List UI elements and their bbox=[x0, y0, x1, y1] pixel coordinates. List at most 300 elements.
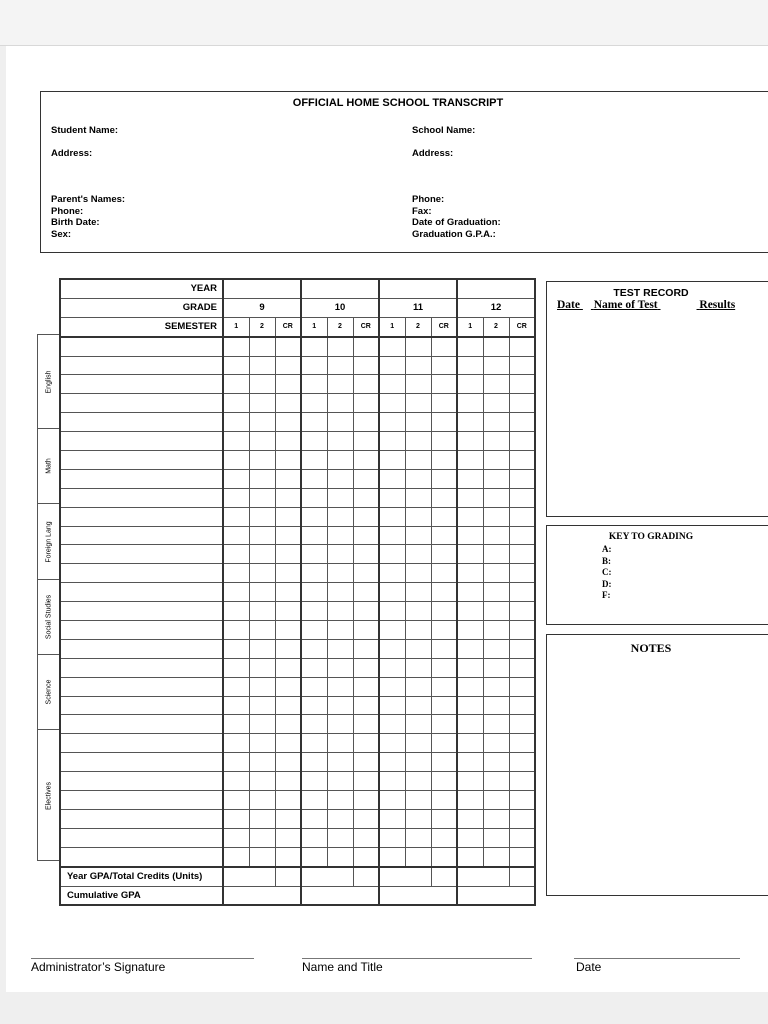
grade-cell[interactable] bbox=[509, 847, 535, 866]
grade-cell[interactable] bbox=[379, 488, 405, 507]
grade-cell[interactable] bbox=[431, 847, 457, 866]
grade-cell[interactable] bbox=[431, 696, 457, 715]
grade-cell[interactable] bbox=[379, 564, 405, 583]
grade-cell[interactable] bbox=[379, 791, 405, 810]
grade-cell[interactable] bbox=[223, 432, 249, 451]
grade-cell[interactable] bbox=[223, 564, 249, 583]
grade-cell[interactable] bbox=[275, 507, 301, 526]
grade-cell[interactable] bbox=[301, 734, 327, 753]
grade-cell[interactable] bbox=[509, 621, 535, 640]
grade-cell[interactable] bbox=[249, 828, 275, 847]
grade-cell[interactable] bbox=[353, 677, 379, 696]
grade-cell[interactable] bbox=[379, 809, 405, 828]
grade-cell[interactable] bbox=[301, 772, 327, 791]
grade-cell[interactable] bbox=[509, 696, 535, 715]
grade-cell[interactable] bbox=[457, 715, 483, 734]
grade-cell[interactable] bbox=[223, 488, 249, 507]
year-gpa-cell[interactable] bbox=[457, 867, 509, 886]
grade-cell[interactable] bbox=[353, 526, 379, 545]
course-name-cell[interactable] bbox=[60, 413, 223, 432]
grade-cell[interactable] bbox=[275, 469, 301, 488]
course-name-cell[interactable] bbox=[60, 828, 223, 847]
grade-cell[interactable] bbox=[223, 375, 249, 394]
grade-cell[interactable] bbox=[249, 526, 275, 545]
course-name-cell[interactable] bbox=[60, 791, 223, 810]
grade-cell[interactable] bbox=[509, 413, 535, 432]
course-name-cell[interactable] bbox=[60, 507, 223, 526]
grade-cell[interactable] bbox=[457, 828, 483, 847]
grade-cell[interactable] bbox=[483, 507, 509, 526]
grade-cell[interactable] bbox=[301, 413, 327, 432]
grade-cell[interactable] bbox=[275, 715, 301, 734]
grade-cell[interactable] bbox=[431, 715, 457, 734]
grade-cell[interactable] bbox=[249, 356, 275, 375]
grade-cell[interactable] bbox=[457, 772, 483, 791]
grade-cell[interactable] bbox=[379, 375, 405, 394]
grade-cell[interactable] bbox=[457, 469, 483, 488]
grade-cell[interactable] bbox=[379, 677, 405, 696]
grade-cell[interactable] bbox=[431, 602, 457, 621]
grade-cell[interactable] bbox=[405, 734, 431, 753]
course-name-cell[interactable] bbox=[60, 583, 223, 602]
grade-cell[interactable] bbox=[301, 658, 327, 677]
grade-cell[interactable] bbox=[223, 451, 249, 470]
grade-cell[interactable] bbox=[223, 696, 249, 715]
grade-cell[interactable] bbox=[301, 507, 327, 526]
grade-cell[interactable] bbox=[509, 394, 535, 413]
grade-cell[interactable] bbox=[249, 337, 275, 356]
grade-cell[interactable] bbox=[275, 564, 301, 583]
grade-cell[interactable] bbox=[379, 602, 405, 621]
grade-cell[interactable] bbox=[275, 488, 301, 507]
grade-cell[interactable] bbox=[327, 507, 353, 526]
grade-cell[interactable] bbox=[405, 507, 431, 526]
grade-cell[interactable] bbox=[301, 432, 327, 451]
grade-cell[interactable] bbox=[249, 772, 275, 791]
grade-cell[interactable] bbox=[431, 639, 457, 658]
grade-cell[interactable] bbox=[275, 753, 301, 772]
grade-cell[interactable] bbox=[379, 356, 405, 375]
grade-cell[interactable] bbox=[249, 507, 275, 526]
course-name-cell[interactable] bbox=[60, 545, 223, 564]
grade-cell[interactable] bbox=[353, 583, 379, 602]
grade-cell[interactable] bbox=[249, 432, 275, 451]
grade-cell[interactable] bbox=[405, 413, 431, 432]
grade-cell[interactable] bbox=[327, 375, 353, 394]
grade-cell[interactable] bbox=[223, 469, 249, 488]
grade-cell[interactable] bbox=[249, 413, 275, 432]
grade-cell[interactable] bbox=[509, 809, 535, 828]
grade-cell[interactable] bbox=[353, 451, 379, 470]
grade-cell[interactable] bbox=[509, 583, 535, 602]
grade-cell[interactable] bbox=[509, 469, 535, 488]
grade-cell[interactable] bbox=[483, 337, 509, 356]
grade-cell[interactable] bbox=[353, 772, 379, 791]
grade-cell[interactable] bbox=[457, 658, 483, 677]
grade-cell[interactable] bbox=[223, 658, 249, 677]
grade-cell[interactable] bbox=[327, 413, 353, 432]
grade-cell[interactable] bbox=[223, 545, 249, 564]
grade-cell[interactable] bbox=[379, 734, 405, 753]
grade-cell[interactable] bbox=[249, 639, 275, 658]
grade-cell[interactable] bbox=[379, 715, 405, 734]
grade-cell[interactable] bbox=[431, 658, 457, 677]
grade-cell[interactable] bbox=[509, 715, 535, 734]
grade-cell[interactable] bbox=[275, 791, 301, 810]
grade-cell[interactable] bbox=[249, 564, 275, 583]
grade-cell[interactable] bbox=[301, 545, 327, 564]
grade-cell[interactable] bbox=[301, 337, 327, 356]
grade-cell[interactable] bbox=[275, 451, 301, 470]
grade-cell[interactable] bbox=[483, 734, 509, 753]
grade-cell[interactable] bbox=[405, 451, 431, 470]
grade-cell[interactable] bbox=[405, 526, 431, 545]
grade-cell[interactable] bbox=[457, 337, 483, 356]
course-name-cell[interactable] bbox=[60, 488, 223, 507]
grade-cell[interactable] bbox=[353, 469, 379, 488]
grade-cell[interactable] bbox=[249, 753, 275, 772]
grade-cell[interactable] bbox=[301, 526, 327, 545]
grade-cell[interactable] bbox=[223, 583, 249, 602]
grade-cell[interactable] bbox=[275, 828, 301, 847]
grade-cell[interactable] bbox=[431, 545, 457, 564]
grade-cell[interactable] bbox=[223, 734, 249, 753]
grade-cell[interactable] bbox=[509, 677, 535, 696]
grade-cell[interactable] bbox=[249, 375, 275, 394]
grade-cell[interactable] bbox=[223, 847, 249, 866]
grade-cell[interactable] bbox=[275, 432, 301, 451]
grade-cell[interactable] bbox=[223, 413, 249, 432]
grade-cell[interactable] bbox=[275, 394, 301, 413]
grade-cell[interactable] bbox=[353, 413, 379, 432]
grade-cell[interactable] bbox=[457, 583, 483, 602]
grade-cell[interactable] bbox=[327, 847, 353, 866]
grade-cell[interactable] bbox=[249, 394, 275, 413]
cumulative-gpa-cell[interactable] bbox=[301, 886, 379, 905]
grade-cell[interactable] bbox=[431, 526, 457, 545]
grade-cell[interactable] bbox=[483, 526, 509, 545]
grade-cell[interactable] bbox=[431, 791, 457, 810]
course-name-cell[interactable] bbox=[60, 658, 223, 677]
grade-cell[interactable] bbox=[249, 734, 275, 753]
grade-cell[interactable] bbox=[301, 469, 327, 488]
grade-cell[interactable] bbox=[431, 507, 457, 526]
grade-cell[interactable] bbox=[405, 677, 431, 696]
grade-cell[interactable] bbox=[223, 828, 249, 847]
grade-cell[interactable] bbox=[431, 828, 457, 847]
grade-cell[interactable] bbox=[431, 677, 457, 696]
grade-cell[interactable] bbox=[405, 488, 431, 507]
grade-cell[interactable] bbox=[379, 828, 405, 847]
grade-cell[interactable] bbox=[379, 432, 405, 451]
grade-cell[interactable] bbox=[353, 337, 379, 356]
grade-cell[interactable] bbox=[275, 375, 301, 394]
grade-cell[interactable] bbox=[379, 621, 405, 640]
grade-cell[interactable] bbox=[405, 847, 431, 866]
grade-cell[interactable] bbox=[457, 451, 483, 470]
grade-cell[interactable] bbox=[379, 583, 405, 602]
grade-cell[interactable] bbox=[223, 526, 249, 545]
course-name-cell[interactable] bbox=[60, 847, 223, 866]
grade-cell[interactable] bbox=[405, 772, 431, 791]
grade-cell[interactable] bbox=[509, 337, 535, 356]
grade-cell[interactable] bbox=[327, 621, 353, 640]
grade-cell[interactable] bbox=[275, 696, 301, 715]
course-name-cell[interactable] bbox=[60, 715, 223, 734]
grade-cell[interactable] bbox=[509, 753, 535, 772]
grade-cell[interactable] bbox=[431, 564, 457, 583]
grade-cell[interactable] bbox=[405, 337, 431, 356]
grade-cell[interactable] bbox=[483, 621, 509, 640]
grade-cell[interactable] bbox=[405, 809, 431, 828]
grade-cell[interactable] bbox=[223, 394, 249, 413]
grade-cell[interactable] bbox=[431, 772, 457, 791]
grade-cell[interactable] bbox=[483, 413, 509, 432]
grade-cell[interactable] bbox=[301, 828, 327, 847]
grade-cell[interactable] bbox=[431, 375, 457, 394]
grade-cell[interactable] bbox=[223, 602, 249, 621]
course-name-cell[interactable] bbox=[60, 337, 223, 356]
grade-cell[interactable] bbox=[327, 432, 353, 451]
grade-cell[interactable] bbox=[431, 488, 457, 507]
cumulative-gpa-cell[interactable] bbox=[223, 886, 301, 905]
grade-cell[interactable] bbox=[301, 753, 327, 772]
year-gpa-cell[interactable] bbox=[301, 867, 353, 886]
grade-cell[interactable] bbox=[509, 828, 535, 847]
grade-cell[interactable] bbox=[509, 375, 535, 394]
grade-cell[interactable] bbox=[301, 602, 327, 621]
grade-cell[interactable] bbox=[483, 356, 509, 375]
grade-cell[interactable] bbox=[249, 677, 275, 696]
grade-cell[interactable] bbox=[327, 677, 353, 696]
grade-cell[interactable] bbox=[327, 564, 353, 583]
grade-cell[interactable] bbox=[509, 432, 535, 451]
grade-cell[interactable] bbox=[327, 602, 353, 621]
grade-cell[interactable] bbox=[457, 507, 483, 526]
grade-cell[interactable] bbox=[249, 715, 275, 734]
grade-cell[interactable] bbox=[301, 809, 327, 828]
grade-cell[interactable] bbox=[509, 639, 535, 658]
grade-cell[interactable] bbox=[483, 451, 509, 470]
grade-cell[interactable] bbox=[353, 639, 379, 658]
grade-cell[interactable] bbox=[483, 639, 509, 658]
grade-cell[interactable] bbox=[327, 753, 353, 772]
course-name-cell[interactable] bbox=[60, 621, 223, 640]
grade-cell[interactable] bbox=[327, 658, 353, 677]
grade-cell[interactable] bbox=[457, 413, 483, 432]
grade-cell[interactable] bbox=[327, 337, 353, 356]
grade-cell[interactable] bbox=[483, 677, 509, 696]
grade-cell[interactable] bbox=[405, 356, 431, 375]
grade-cell[interactable] bbox=[301, 847, 327, 866]
grade-cell[interactable] bbox=[379, 413, 405, 432]
course-name-cell[interactable] bbox=[60, 677, 223, 696]
grade-cell[interactable] bbox=[405, 621, 431, 640]
grade-cell[interactable] bbox=[457, 545, 483, 564]
grade-cell[interactable] bbox=[431, 583, 457, 602]
grade-cell[interactable] bbox=[301, 583, 327, 602]
grade-cell[interactable] bbox=[379, 394, 405, 413]
grade-cell[interactable] bbox=[301, 639, 327, 658]
course-name-cell[interactable] bbox=[60, 451, 223, 470]
grade-cell[interactable] bbox=[301, 696, 327, 715]
grade-cell[interactable] bbox=[249, 847, 275, 866]
grade-cell[interactable] bbox=[301, 356, 327, 375]
grade-cell[interactable] bbox=[483, 394, 509, 413]
grade-cell[interactable] bbox=[275, 658, 301, 677]
grade-cell[interactable] bbox=[223, 507, 249, 526]
grade-cell[interactable] bbox=[353, 602, 379, 621]
grade-cell[interactable] bbox=[353, 847, 379, 866]
grade-cell[interactable] bbox=[275, 413, 301, 432]
grade-cell[interactable] bbox=[353, 658, 379, 677]
grade-cell[interactable] bbox=[379, 639, 405, 658]
grade-cell[interactable] bbox=[405, 564, 431, 583]
grade-cell[interactable] bbox=[353, 753, 379, 772]
grade-cell[interactable] bbox=[405, 696, 431, 715]
grade-cell[interactable] bbox=[223, 677, 249, 696]
grade-cell[interactable] bbox=[457, 791, 483, 810]
grade-cell[interactable] bbox=[301, 791, 327, 810]
grade-cell[interactable] bbox=[379, 772, 405, 791]
course-name-cell[interactable] bbox=[60, 734, 223, 753]
grade-cell[interactable] bbox=[275, 545, 301, 564]
grade-cell[interactable] bbox=[483, 658, 509, 677]
grade-cell[interactable] bbox=[509, 356, 535, 375]
grade-cell[interactable] bbox=[223, 791, 249, 810]
grade-cell[interactable] bbox=[379, 526, 405, 545]
grade-cell[interactable] bbox=[327, 734, 353, 753]
grade-cell[interactable] bbox=[353, 564, 379, 583]
grade-cell[interactable] bbox=[483, 469, 509, 488]
grade-cell[interactable] bbox=[457, 602, 483, 621]
grade-cell[interactable] bbox=[275, 337, 301, 356]
course-name-cell[interactable] bbox=[60, 356, 223, 375]
course-name-cell[interactable] bbox=[60, 394, 223, 413]
grade-cell[interactable] bbox=[509, 602, 535, 621]
grade-cell[interactable] bbox=[353, 507, 379, 526]
course-name-cell[interactable] bbox=[60, 469, 223, 488]
grade-cell[interactable] bbox=[353, 394, 379, 413]
grade-cell[interactable] bbox=[223, 772, 249, 791]
cumulative-gpa-cell[interactable] bbox=[457, 886, 535, 905]
grade-cell[interactable] bbox=[483, 488, 509, 507]
course-name-cell[interactable] bbox=[60, 753, 223, 772]
grade-cell[interactable] bbox=[457, 677, 483, 696]
grade-cell[interactable] bbox=[509, 545, 535, 564]
grade-cell[interactable] bbox=[405, 394, 431, 413]
grade-cell[interactable] bbox=[301, 677, 327, 696]
grade-cell[interactable] bbox=[353, 828, 379, 847]
grade-cell[interactable] bbox=[457, 356, 483, 375]
grade-cell[interactable] bbox=[405, 602, 431, 621]
grade-cell[interactable] bbox=[223, 337, 249, 356]
grade-cell[interactable] bbox=[223, 639, 249, 658]
grade-cell[interactable] bbox=[379, 658, 405, 677]
grade-cell[interactable] bbox=[431, 809, 457, 828]
grade-cell[interactable] bbox=[431, 451, 457, 470]
grade-cell[interactable] bbox=[431, 469, 457, 488]
grade-cell[interactable] bbox=[249, 488, 275, 507]
grade-cell[interactable] bbox=[275, 677, 301, 696]
course-name-cell[interactable] bbox=[60, 564, 223, 583]
grade-cell[interactable] bbox=[405, 791, 431, 810]
grade-cell[interactable] bbox=[379, 847, 405, 866]
grade-cell[interactable] bbox=[457, 639, 483, 658]
grade-cell[interactable] bbox=[301, 564, 327, 583]
grade-cell[interactable] bbox=[483, 753, 509, 772]
cumulative-gpa-cell[interactable] bbox=[379, 886, 457, 905]
course-name-cell[interactable] bbox=[60, 375, 223, 394]
grade-cell[interactable] bbox=[483, 564, 509, 583]
grade-cell[interactable] bbox=[405, 432, 431, 451]
grade-cell[interactable] bbox=[275, 583, 301, 602]
grade-cell[interactable] bbox=[405, 583, 431, 602]
course-name-cell[interactable] bbox=[60, 772, 223, 791]
grade-cell[interactable] bbox=[275, 621, 301, 640]
course-name-cell[interactable] bbox=[60, 696, 223, 715]
grade-cell[interactable] bbox=[483, 809, 509, 828]
total-credits-cell[interactable] bbox=[509, 867, 535, 886]
grade-cell[interactable] bbox=[327, 828, 353, 847]
grade-cell[interactable] bbox=[509, 791, 535, 810]
grade-cell[interactable] bbox=[353, 621, 379, 640]
grade-cell[interactable] bbox=[223, 809, 249, 828]
grade-cell[interactable] bbox=[483, 583, 509, 602]
grade-cell[interactable] bbox=[353, 715, 379, 734]
grade-cell[interactable] bbox=[301, 375, 327, 394]
grade-cell[interactable] bbox=[249, 602, 275, 621]
grade-cell[interactable] bbox=[509, 658, 535, 677]
grade-cell[interactable] bbox=[509, 526, 535, 545]
grade-cell[interactable] bbox=[483, 432, 509, 451]
grade-cell[interactable] bbox=[457, 526, 483, 545]
grade-cell[interactable] bbox=[327, 526, 353, 545]
grade-cell[interactable] bbox=[457, 375, 483, 394]
grade-cell[interactable] bbox=[275, 356, 301, 375]
grade-cell[interactable] bbox=[301, 488, 327, 507]
grade-cell[interactable] bbox=[353, 545, 379, 564]
grade-cell[interactable] bbox=[327, 545, 353, 564]
grade-cell[interactable] bbox=[509, 507, 535, 526]
total-credits-cell[interactable] bbox=[431, 867, 457, 886]
grade-cell[interactable] bbox=[483, 545, 509, 564]
grade-cell[interactable] bbox=[483, 602, 509, 621]
grade-cell[interactable] bbox=[327, 791, 353, 810]
grade-cell[interactable] bbox=[379, 696, 405, 715]
grade-cell[interactable] bbox=[457, 488, 483, 507]
grade-cell[interactable] bbox=[275, 847, 301, 866]
grade-cell[interactable] bbox=[275, 772, 301, 791]
grade-cell[interactable] bbox=[457, 809, 483, 828]
grade-cell[interactable] bbox=[223, 621, 249, 640]
course-name-cell[interactable] bbox=[60, 432, 223, 451]
grade-cell[interactable] bbox=[483, 696, 509, 715]
grade-cell[interactable] bbox=[249, 451, 275, 470]
grade-cell[interactable] bbox=[249, 658, 275, 677]
grade-cell[interactable] bbox=[249, 791, 275, 810]
grade-cell[interactable] bbox=[223, 715, 249, 734]
course-name-cell[interactable] bbox=[60, 809, 223, 828]
year-gpa-cell[interactable] bbox=[379, 867, 431, 886]
grade-cell[interactable] bbox=[457, 696, 483, 715]
grade-cell[interactable] bbox=[327, 772, 353, 791]
grade-cell[interactable] bbox=[353, 432, 379, 451]
grade-cell[interactable] bbox=[483, 715, 509, 734]
grade-cell[interactable] bbox=[431, 432, 457, 451]
grade-cell[interactable] bbox=[327, 696, 353, 715]
grade-cell[interactable] bbox=[405, 658, 431, 677]
